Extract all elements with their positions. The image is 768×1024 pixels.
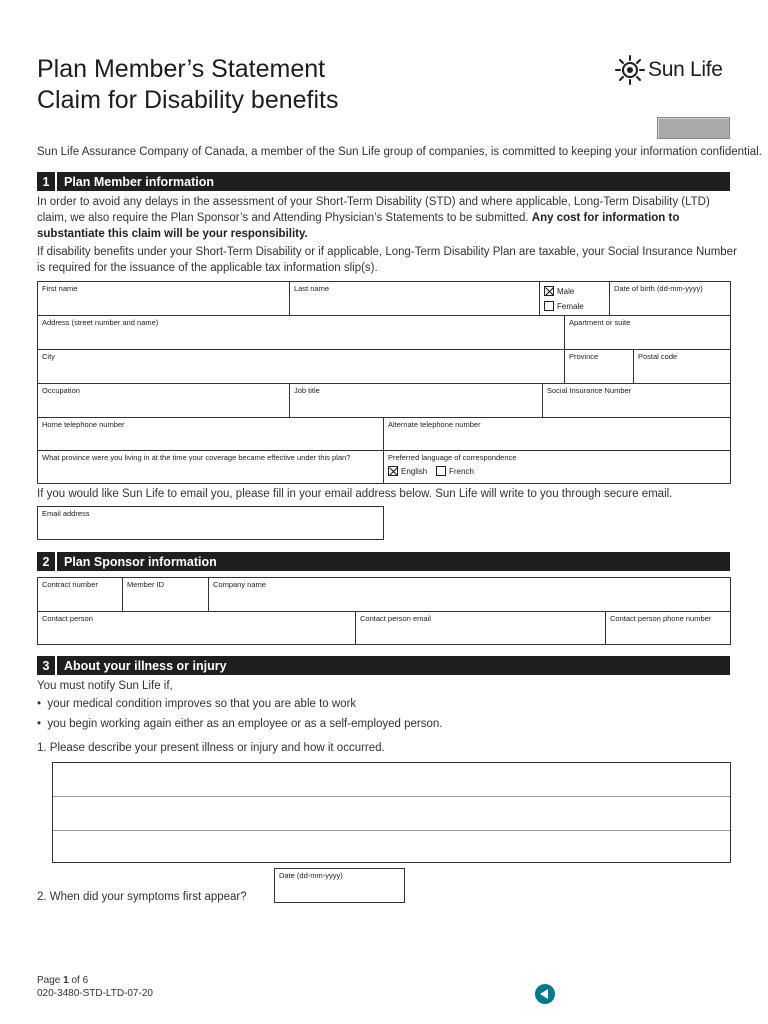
option-label: Female bbox=[557, 301, 584, 311]
field-label: Date (dd-mm-yyyy) bbox=[279, 871, 343, 880]
city-field[interactable] bbox=[38, 350, 565, 384]
section-3-header bbox=[37, 656, 730, 675]
field-label: Province bbox=[569, 352, 599, 361]
section-1-paragraph-2: If disability benefits under your Short-Term Disability or if applicable, Long-Term Disability Plan are taxable, your Social Insurance Number is required for the issuance of the applicable tax information slip(s). bbox=[37, 246, 737, 274]
occupation-field[interactable] bbox=[38, 384, 290, 418]
bullet-text: you begin working again either as an employee or as a self-employed person. bbox=[47, 718, 443, 730]
home-phone-field[interactable] bbox=[38, 418, 384, 451]
english-checkbox[interactable] bbox=[388, 466, 398, 476]
language-french-option[interactable] bbox=[436, 466, 474, 476]
field-label: Last name bbox=[294, 284, 330, 293]
option-label: English bbox=[401, 466, 428, 476]
brand-name: Sun Life bbox=[648, 58, 723, 81]
province-coverage-field[interactable] bbox=[38, 451, 384, 483]
field-label: Social Insurance Number bbox=[547, 386, 632, 395]
first-name-field[interactable] bbox=[38, 282, 290, 316]
preferred-language-field bbox=[384, 451, 730, 483]
member-id-field[interactable] bbox=[123, 578, 209, 612]
title-line-2: Claim for Disability benefits bbox=[37, 86, 339, 114]
field-label: Home telephone number bbox=[42, 420, 125, 429]
field-label: Member ID bbox=[127, 580, 165, 589]
section-number: 3 bbox=[37, 656, 57, 675]
gender-female-option[interactable] bbox=[544, 301, 584, 311]
province-field[interactable] bbox=[565, 350, 634, 384]
page-number: 1 bbox=[63, 975, 69, 986]
form-code: 020-3480-STD-LTD-07-20 bbox=[37, 988, 153, 999]
line-divider bbox=[53, 830, 730, 831]
bullet-item: • your medical condition improves so that you are able to work bbox=[37, 698, 357, 710]
confidentiality-statement: Sun Life Assurance Company of Canada, a member of the Sun Life group of companies, is committed to keeping your information confidential. bbox=[37, 146, 762, 158]
title-line-1: Plan Member’s Statement bbox=[37, 55, 326, 83]
sun-icon bbox=[614, 54, 646, 86]
section-2-header bbox=[37, 552, 730, 571]
section-1-header bbox=[37, 172, 730, 191]
male-checkbox[interactable] bbox=[544, 286, 554, 296]
option-label: Male bbox=[557, 286, 575, 296]
field-label: Company name bbox=[213, 580, 266, 589]
contact-email-field[interactable] bbox=[356, 612, 606, 644]
field-label: Job title bbox=[294, 386, 320, 395]
section-title: Plan Sponsor information bbox=[64, 554, 217, 569]
field-label: Contact person email bbox=[360, 614, 431, 623]
field-label: Address (street number and name) bbox=[42, 318, 159, 327]
alternate-phone-field[interactable] bbox=[384, 418, 730, 451]
field-label: Date of birth (dd-mm-yyyy) bbox=[614, 284, 703, 293]
social-insurance-number-field[interactable] bbox=[543, 384, 730, 418]
field-label: Occupation bbox=[42, 386, 80, 395]
gender-field bbox=[540, 282, 610, 316]
previous-page-icon[interactable] bbox=[535, 984, 555, 1004]
symptoms-date-field[interactable] bbox=[274, 868, 405, 903]
address-field[interactable] bbox=[38, 316, 565, 350]
female-checkbox[interactable] bbox=[544, 301, 554, 311]
email-note: If you would like Sun Life to email you, please fill in your email address below. Sun Life will write to you through secure email. bbox=[37, 488, 673, 500]
field-label: Preferred language of correspondence bbox=[388, 453, 517, 462]
page-suffix: of 6 bbox=[68, 975, 89, 986]
page-indicator bbox=[37, 974, 153, 987]
email-address-field[interactable] bbox=[37, 506, 384, 540]
question-2: 2. When did your symptoms first appear? bbox=[37, 891, 247, 903]
line-divider bbox=[53, 796, 730, 797]
contract-number-field[interactable] bbox=[38, 578, 123, 612]
field-label: Apartment or suite bbox=[569, 318, 631, 327]
section-1-paragraph-1 bbox=[37, 194, 737, 242]
question-1: 1. Please describe your present illness or injury and how it occurred. bbox=[37, 742, 385, 754]
date-of-birth-field[interactable] bbox=[610, 282, 730, 316]
para-bold-text: Any cost for information to substantiate this claim will be your responsibility. bbox=[37, 212, 680, 240]
option-label: French bbox=[449, 466, 474, 476]
field-label: Contact person bbox=[42, 614, 93, 623]
field-label: Email address bbox=[42, 509, 90, 518]
field-label: Contact person phone number bbox=[610, 614, 712, 623]
bullet-item: • you begin working again either as an employee or as a self-employed person. bbox=[37, 718, 443, 730]
form-action-button[interactable] bbox=[657, 117, 730, 139]
section-number: 1 bbox=[37, 172, 57, 191]
page-title bbox=[37, 54, 339, 116]
notify-text: You must notify Sun Life if, bbox=[37, 680, 173, 692]
job-title-field[interactable] bbox=[290, 384, 543, 418]
plan-member-form bbox=[37, 281, 731, 484]
language-english-option[interactable] bbox=[388, 466, 427, 476]
gender-male-option[interactable] bbox=[544, 286, 574, 296]
section-number: 2 bbox=[37, 552, 57, 571]
field-label: Alternate telephone number bbox=[388, 420, 481, 429]
field-label: Contract number bbox=[42, 580, 98, 589]
bullet-text: your medical condition improves so that you are able to work bbox=[47, 698, 357, 710]
footer bbox=[37, 974, 153, 1000]
field-label: Postal code bbox=[638, 352, 678, 361]
page-prefix: Page bbox=[37, 975, 64, 986]
illness-description-field[interactable] bbox=[52, 762, 731, 863]
section-title: About your illness or injury bbox=[64, 658, 227, 673]
contact-phone-field[interactable] bbox=[606, 612, 730, 644]
last-name-field[interactable] bbox=[290, 282, 540, 316]
contact-person-field[interactable] bbox=[38, 612, 356, 644]
field-label: First name bbox=[42, 284, 78, 293]
plan-sponsor-form bbox=[37, 577, 731, 645]
para-text: In order to avoid any delays in the assessment of your Short-Term Disability (STD) and where applicable, Long-Term Disability (LTD) claim, we also require the Plan Sponsor’s and Attending Physician’s Statements to be submitted. bbox=[37, 196, 710, 224]
apartment-field[interactable] bbox=[565, 316, 730, 350]
french-checkbox[interactable] bbox=[436, 466, 446, 476]
section-title: Plan Member information bbox=[64, 174, 215, 189]
company-name-field[interactable] bbox=[209, 578, 730, 612]
sun-life-logo bbox=[614, 54, 723, 86]
postal-code-field[interactable] bbox=[634, 350, 730, 384]
field-label: City bbox=[42, 352, 55, 361]
field-label: What province were you living in at the time your coverage became effective under this plan? bbox=[42, 453, 351, 462]
